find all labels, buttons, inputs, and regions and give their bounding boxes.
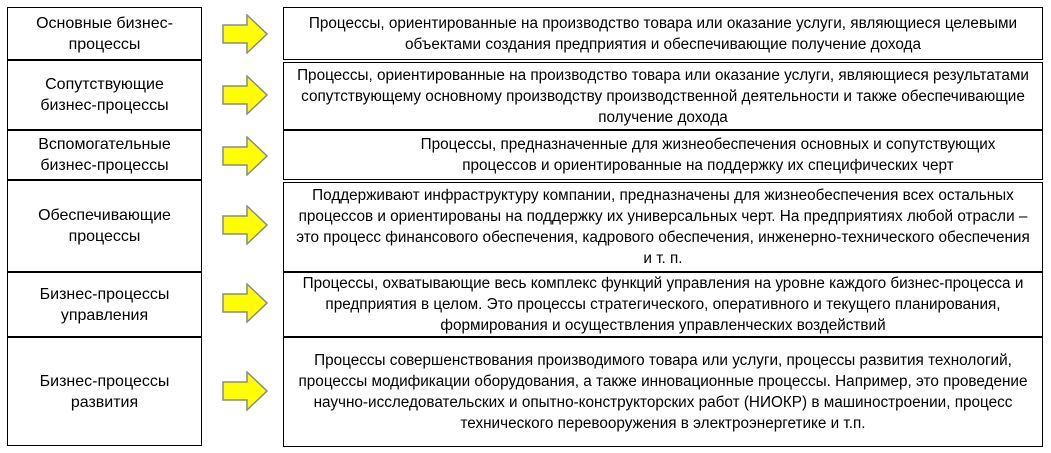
category-label: Основные бизнес-процессы [36,14,173,53]
arrow-right-icon [222,14,268,54]
category-label: Бизнес-процессы развития [39,372,170,411]
description-text: Процессы, ориентированные на производство товара или оказание услуги, являющиеся целевыми объектами создания предприятия и обеспечивающие получение дохода [308,14,1018,53]
category-box [7,130,202,180]
category-box [7,337,202,446]
category-box [7,180,202,272]
description-text: Процессы, предназначенные для жизнеобеспечения основных и сопутствующих процессов и ориентированные на поддержку их специфических черт [420,136,996,174]
category-label: Обеспечивающие процессы [38,207,171,245]
category-label: Бизнес-процессы управления [39,285,170,324]
category-label: Сопутствующие бизнес-процессы [40,76,169,114]
arrow-right-icon [222,136,268,176]
category-box [7,60,202,130]
description-box [283,182,1043,272]
arrow-right-icon [222,371,268,411]
description-box [283,272,1043,337]
description-text: Процессы совершенствования производимого товара или услуги, процессы развития технологий, процессы модификации оборудования, а также инновационные процессы. Например, это проведение научно-исследовательских и опытно-конструкторских работ (НИОКР) в машиностроении, процесс технического перевооружения в электроэнергетике и т.п. [298,352,1028,432]
description-text: Поддерживают инфраструктуру компании, предназначены для жизнеобеспечения всех остальных процессов и ориентированы на поддержку их универсальных черт. На предприятиях любой отрасли – это процесс финансового обеспечения, кадрового обеспечения, инженерно-технического обеспечения и т. п. [296,187,1030,267]
description-box [283,7,1043,60]
description-text: Процессы, ориентированные на производство товара или оказание услуги, являющиеся результатами сопутствующему основному производству производственной деятельности и также обеспечивающие получение дохода [297,66,1029,126]
description-box [283,62,1043,130]
category-box [7,7,202,60]
arrow-right-icon [222,205,268,245]
category-label: Вспомогательные бизнес-процессы [38,136,171,174]
description-text: Процессы, охватывающие весь комплекс функций управления на уровне каждого бизнес-процесса и предприятия в целом. Это процессы стратегического, оперативного и текущего планирования, формирования и осуществления управленческих воздействий [302,275,1024,334]
description-box [283,130,1043,180]
category-box [7,272,202,337]
arrow-right-icon [222,283,268,323]
description-box [283,337,1043,447]
arrow-right-icon [222,75,268,115]
